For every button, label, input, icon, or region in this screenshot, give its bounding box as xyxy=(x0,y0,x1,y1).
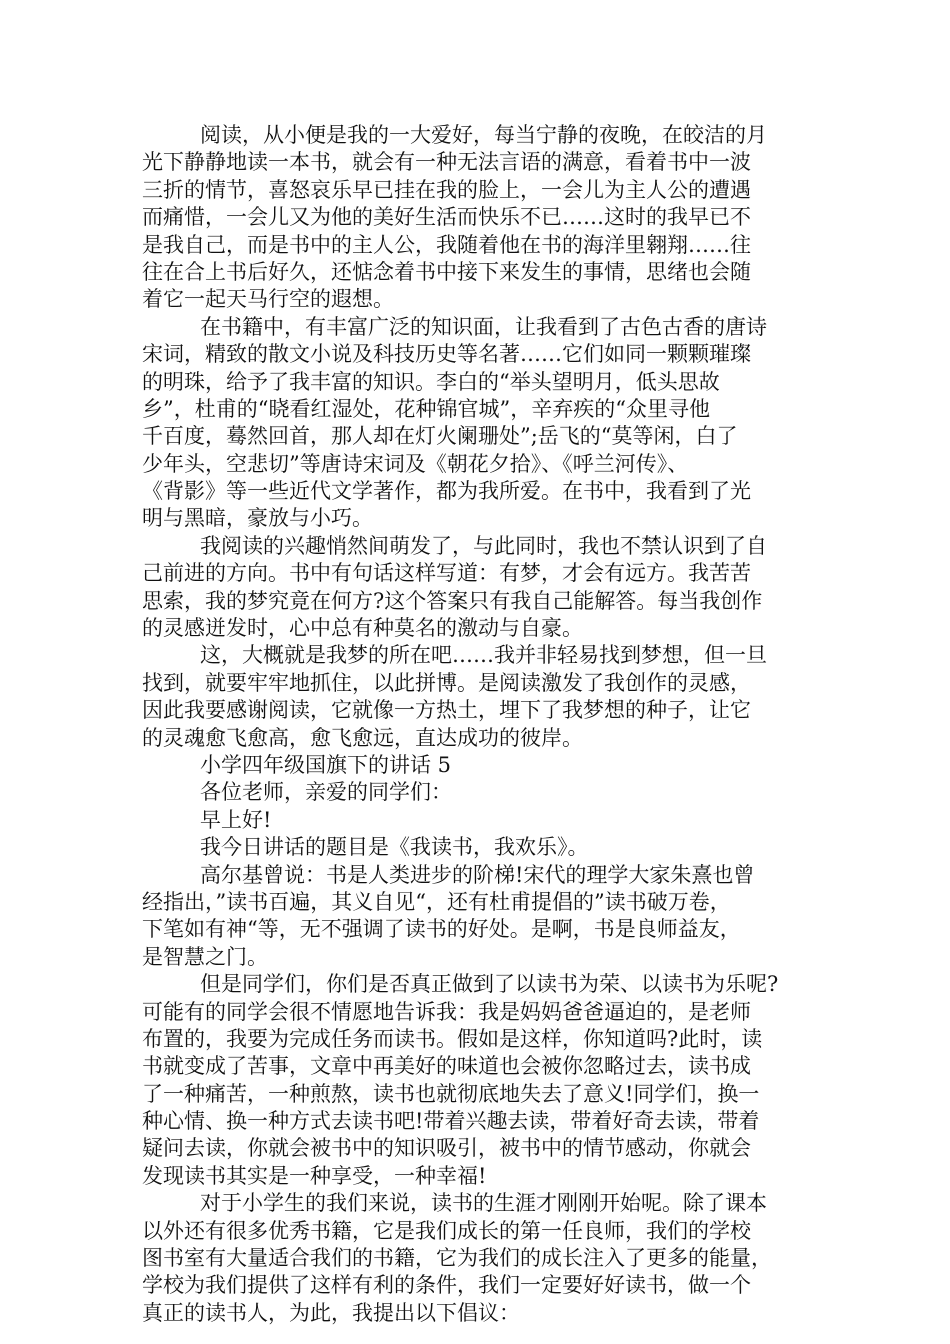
text-line: 的明珠，给予了我丰富的知识。李白的“举头望明月，低头思故 xyxy=(142,369,720,394)
text-line: 因此我要感谢阅读，它就像一方热土，埋下了我梦想的种子，让它 xyxy=(142,698,751,723)
text-line: 找到，就要牢牢地抓住，以此拼博。是阅读激发了我创作的灵感， xyxy=(142,670,751,695)
text-line: 着它一起天马行空的遐想。 xyxy=(142,287,394,312)
text-line: 少年头，空悲切”等唐诗宋词及《朝花夕拾》、《呼兰河传》、 xyxy=(142,451,689,476)
text-line: 千百度，蓦然回首，那人却在灯火阑珊处”;岳飞的“莫等闲，白了 xyxy=(142,424,738,449)
text-line: 而痛惜，一会儿又为他的美好生活而快乐不已……这时的我早已不 xyxy=(142,205,751,230)
text-line: 早上好! xyxy=(200,807,272,832)
text-line: 往在合上书后好久，还惦念着书中接下来发生的事情，思绪也会随 xyxy=(142,259,751,284)
text-line: 阅读，从小便是我的一大爱好，每当宁静的夜晚，在皎洁的月 xyxy=(200,123,767,147)
document-body-text xyxy=(142,122,827,1327)
text-line: 书就变成了苦事，文章中再美好的味道也会被你忽略过去，读书成 xyxy=(142,1054,751,1079)
text-line: 《背影》等一些近代文学著作，都为我所爱。在书中，我看到了光 xyxy=(142,479,751,504)
text-line: 是智慧之门。 xyxy=(142,944,268,969)
text-line: 下笔如有神“等，无不强调了读书的好处。是啊，书是良师益友， xyxy=(142,917,741,942)
text-line: 以外还有很多优秀书籍，它是我们成长的第一任良师，我们的学校 xyxy=(142,1218,751,1243)
text-line: 了一种痛苦，一种煎熬，读书也就彻底地失去了意义!同学们，换一 xyxy=(142,1081,760,1106)
text-line: 真正的读书人，为此，我提出以下倡议： xyxy=(142,1300,520,1325)
text-line: 图书室有大量适合我们的书籍，它为我们的成长注入了更多的能量， xyxy=(142,1246,772,1271)
text-line: 我今日讲话的题目是《我读书，我欢乐》。 xyxy=(200,835,589,860)
text-line: 小学四年级国旗下的讲话 5 xyxy=(200,752,452,777)
text-line: 布置的，我要为完成任务而读书。假如是这样，你知道吗?此时，读 xyxy=(142,1026,763,1051)
text-line: 学校为我们提供了这样有利的条件，我们一定要好好读书，做一个 xyxy=(142,1273,751,1298)
text-line: 在书籍中，有丰富广泛的知识面，让我看到了古色古香的唐诗 xyxy=(200,314,767,339)
text-line: 经指出，”读书百遍，其义自见“，还有杜甫提倡的”读书破万卷， xyxy=(142,889,731,914)
text-line: 宋词，精致的散文小说及科技历史等名著……它们如同一颗颗璀璨 xyxy=(142,342,751,367)
text-line: 是我自己，而是书中的主人公，我随着他在书的海洋里翱翔……往 xyxy=(142,232,751,257)
text-line: 高尔基曾说：书是人类进步的阶梯!宋代的理学大家朱熹也曾 xyxy=(200,862,755,887)
text-line: 光下静静地读一本书，就会有一种无法言语的满意，看着书中一波 xyxy=(142,150,751,175)
text-line: 种心情、换一种方式去读书吧!带着兴趣去读，带着好奇去读，带着 xyxy=(142,1109,760,1134)
text-line: 各位老师，亲爱的同学们： xyxy=(200,780,452,805)
text-line: 我阅读的兴趣悄然间萌发了，与此同时，我也不禁认识到了自 xyxy=(200,533,767,558)
text-line: 可能有的同学会很不情愿地告诉我：我是妈妈爸爸逼迫的，是老师 xyxy=(142,999,751,1024)
text-line: 的灵魂愈飞愈高，愈飞愈远，直达成功的彼岸。 xyxy=(142,725,583,750)
text-line: 三折的情节，喜怒哀乐早已挂在我的脸上，一会儿为主人公的遭遇 xyxy=(142,177,751,202)
text-line: 这，大概就是我梦的所在吧……我并非轻易找到梦想，但一旦 xyxy=(200,643,767,668)
text-line: 思索，我的梦究竟在何方?这个答案只有我自己能解答。每当我创作 xyxy=(142,588,763,613)
text-line: 的灵感迸发时，心中总有种莫名的激动与自豪。 xyxy=(142,616,583,641)
text-line: 疑问去读，你就会被书中的知识吸引，被书中的情节感动，你就会 xyxy=(142,1136,751,1161)
text-line: 发现读书其实是一种享受，一种幸福! xyxy=(142,1163,487,1188)
text-line: 明与黑暗，豪放与小巧。 xyxy=(142,506,373,531)
text-line: 但是同学们，你们是否真正做到了以读书为荣、以读书为乐呢? xyxy=(200,972,779,997)
text-line: 对于小学生的我们来说，读书的生涯才刚刚开始呢。除了课本 xyxy=(200,1191,767,1216)
text-line: 己前进的方向。书中有句话这样写道：有梦，才会有远方。我苦苦 xyxy=(142,561,751,586)
text-line: 乡”，杜甫的“晓看红湿处，花种锦官城”，辛弃疾的“众里寻他 xyxy=(142,396,710,421)
